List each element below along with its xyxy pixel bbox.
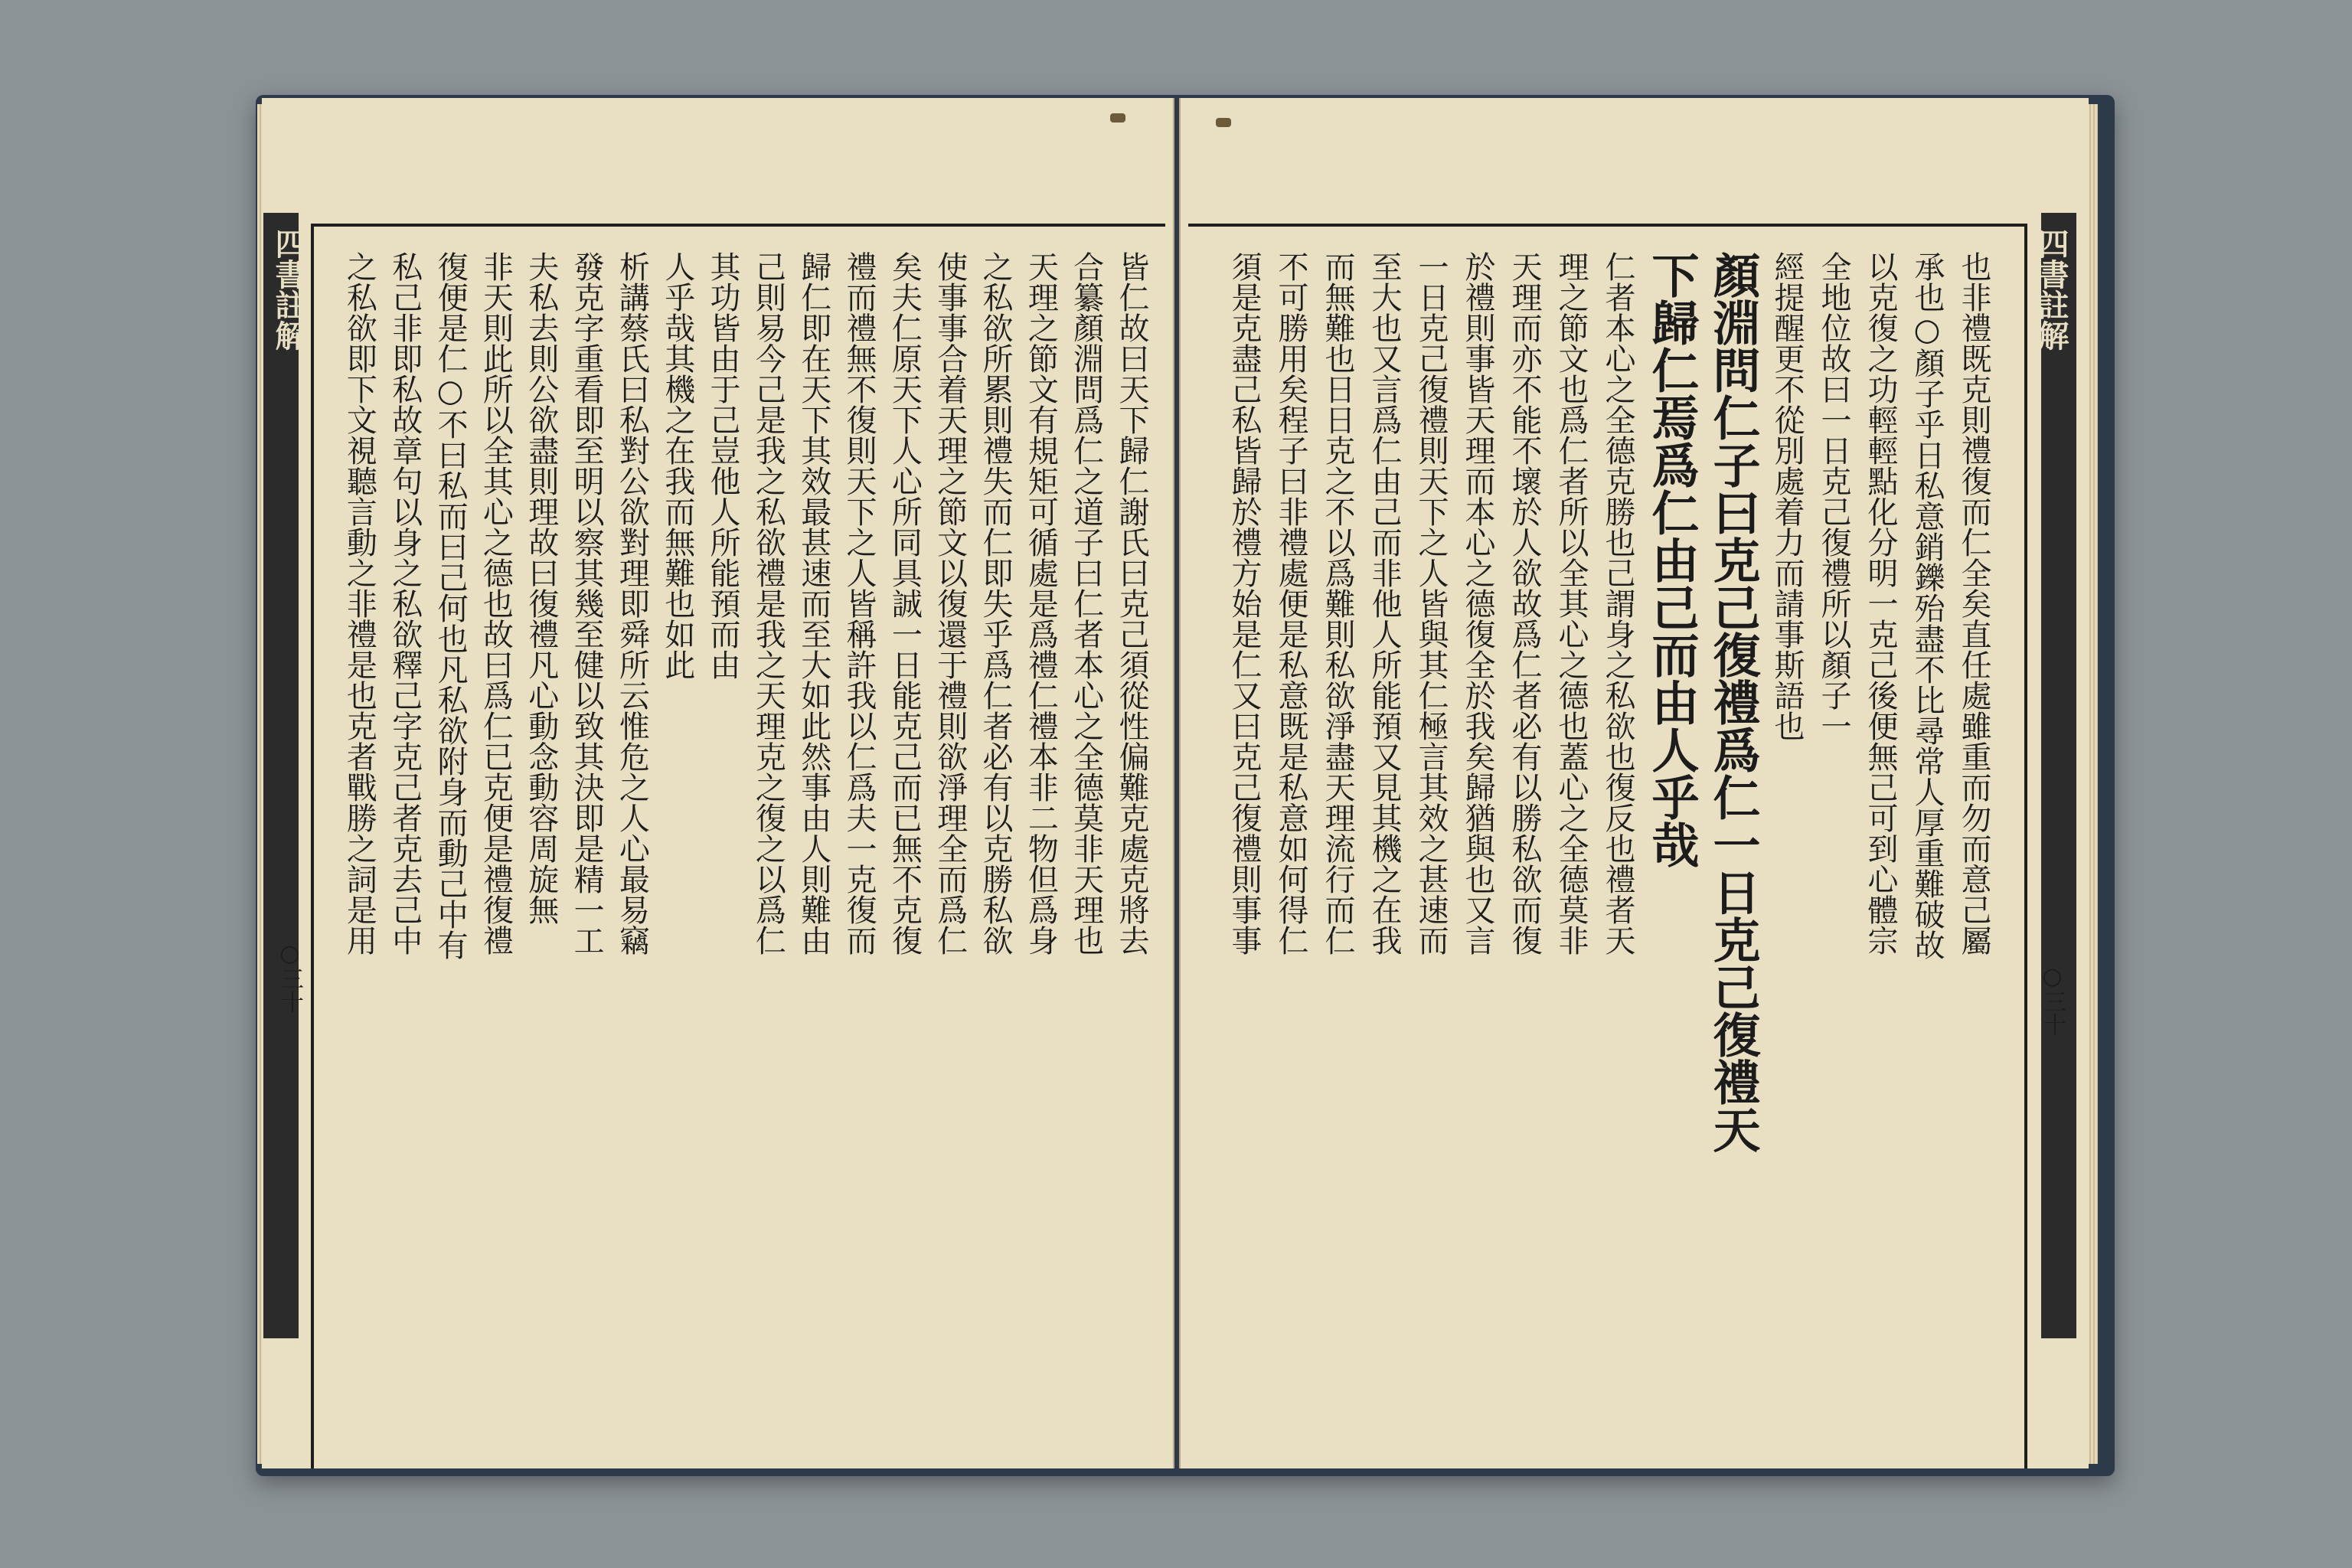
text-column: 一日克己復禮則天下之人皆與其仁極言其效之甚速而	[1413, 251, 1449, 956]
text-column: 承也○顏子乎日私意銷鑠殆盡不比尋常人厚重難破故	[1909, 251, 1945, 960]
left-margin-title: 四書註解	[270, 228, 306, 351]
text-column: 夫私去則公欲盡則理故曰復禮凡心動念動容周旋無	[523, 251, 559, 925]
text-column: 析講蔡氏曰私對公欲對理即舜所云惟危之人心最易竊	[614, 251, 650, 956]
left-page	[262, 98, 1174, 1468]
right-page-number: ○三十	[2039, 963, 2066, 1036]
text-column: 天理之節文有規矩可循處是爲禮仁禮本非二物但爲身	[1023, 251, 1059, 956]
text-column: 人乎哉其機之在我而無難也如此	[659, 251, 695, 680]
text-column: 使事事合着天理之節文以復還于禮則欲淨理全而爲仁	[932, 251, 968, 956]
binding-thread-mark	[1216, 118, 1231, 127]
right-page	[1179, 98, 2089, 1468]
right-text-columns	[1196, 251, 1997, 1468]
text-column: 合纂顏淵問爲仁之道子曰仁者本心之全德莫非天理也	[1068, 251, 1104, 956]
text-column: 須是克盡己私皆歸於禮方始是仁又曰克己復禮則事事	[1227, 251, 1262, 956]
text-column: 矣夫仁原天下人心所同具誠一日能克己而已無不克復	[887, 251, 923, 956]
text-column: 全地位故曰一日克己復禮所以顏子一	[1816, 251, 1851, 741]
text-column: 而無難也日日克之不以爲難則私欲淨盡天理流行而仁	[1320, 251, 1355, 956]
binding-thread-mark	[1110, 113, 1125, 122]
text-column: 也非禮既克則禮復而仁全矣直任處雖重而勿而意己屬	[1956, 251, 1991, 956]
text-column: 仁者本心之全德克勝也己謂身之私欲也復反也禮者天	[1600, 251, 1635, 956]
main-text-column: 下歸仁焉爲仁由己而由人乎哉	[1644, 251, 1700, 868]
text-column: 經提醒更不從別處着力而請事斯語也	[1769, 251, 1805, 741]
text-column: 歸仁即在天下其效最甚速而至大如此然事由人則難由	[795, 251, 831, 956]
left-margin-strip	[263, 213, 299, 1338]
right-margin-title: 四書註解	[2034, 228, 2069, 351]
text-column: 私己非即私故章句以身之私欲釋己字克己者克去己中	[387, 251, 423, 956]
text-column: 於禮則事皆天理而本心之德復全於我矣歸猶與也又言	[1460, 251, 1495, 956]
text-column: 理之節文也爲仁者所以全其心之德也蓋心之全德莫非	[1553, 251, 1589, 956]
text-column: 至大也又言爲仁由己而非他人所能預又見其機之在我	[1367, 251, 1402, 956]
text-column: 非天則此所以全其心之德也故曰爲仁已克便是禮復禮	[478, 251, 514, 956]
text-column: 其功皆由于己豈他人所能預而由	[705, 251, 741, 680]
text-column: 禮而禮無不復則天下之人皆稱許我以仁爲夫一克復而	[841, 251, 877, 956]
left-page-number: ○三十	[276, 940, 303, 1013]
text-column: 不可勝用矣程子曰非禮處便是私意既是私意如何得仁	[1273, 251, 1308, 956]
right-margin-strip	[2041, 213, 2076, 1338]
main-text-column: 顏淵問仁子曰克己復禮爲仁一日克己復禮天	[1705, 251, 1761, 1153]
text-column: 之私欲所累則禮失而仁即失乎爲仁者必有以克勝私欲	[978, 251, 1014, 956]
text-column: 皆仁故曰天下歸仁謝氏曰克己須從性偏難克處克將去	[1114, 251, 1149, 956]
text-column: 復便是仁○不曰私而曰己何也凡私欲附身而動己中有	[433, 251, 469, 960]
text-column: 天理而亦不能不壞於人欲故爲仁者必有以勝私欲而復	[1507, 251, 1542, 956]
left-text-columns	[337, 251, 1155, 1468]
text-column: 己則易今己是我之私欲禮是我之天理克之復之以爲仁	[750, 251, 786, 956]
text-column: 發克字重看即至明以察其幾至健以致其決即是精一工	[569, 251, 605, 956]
text-column: 之私欲即下文視聽言動之非禮是也克者戰勝之詞是用	[341, 251, 377, 956]
text-column: 以克復之功輕輕點化分明一克己後便無己可到心體宗	[1863, 251, 1898, 956]
